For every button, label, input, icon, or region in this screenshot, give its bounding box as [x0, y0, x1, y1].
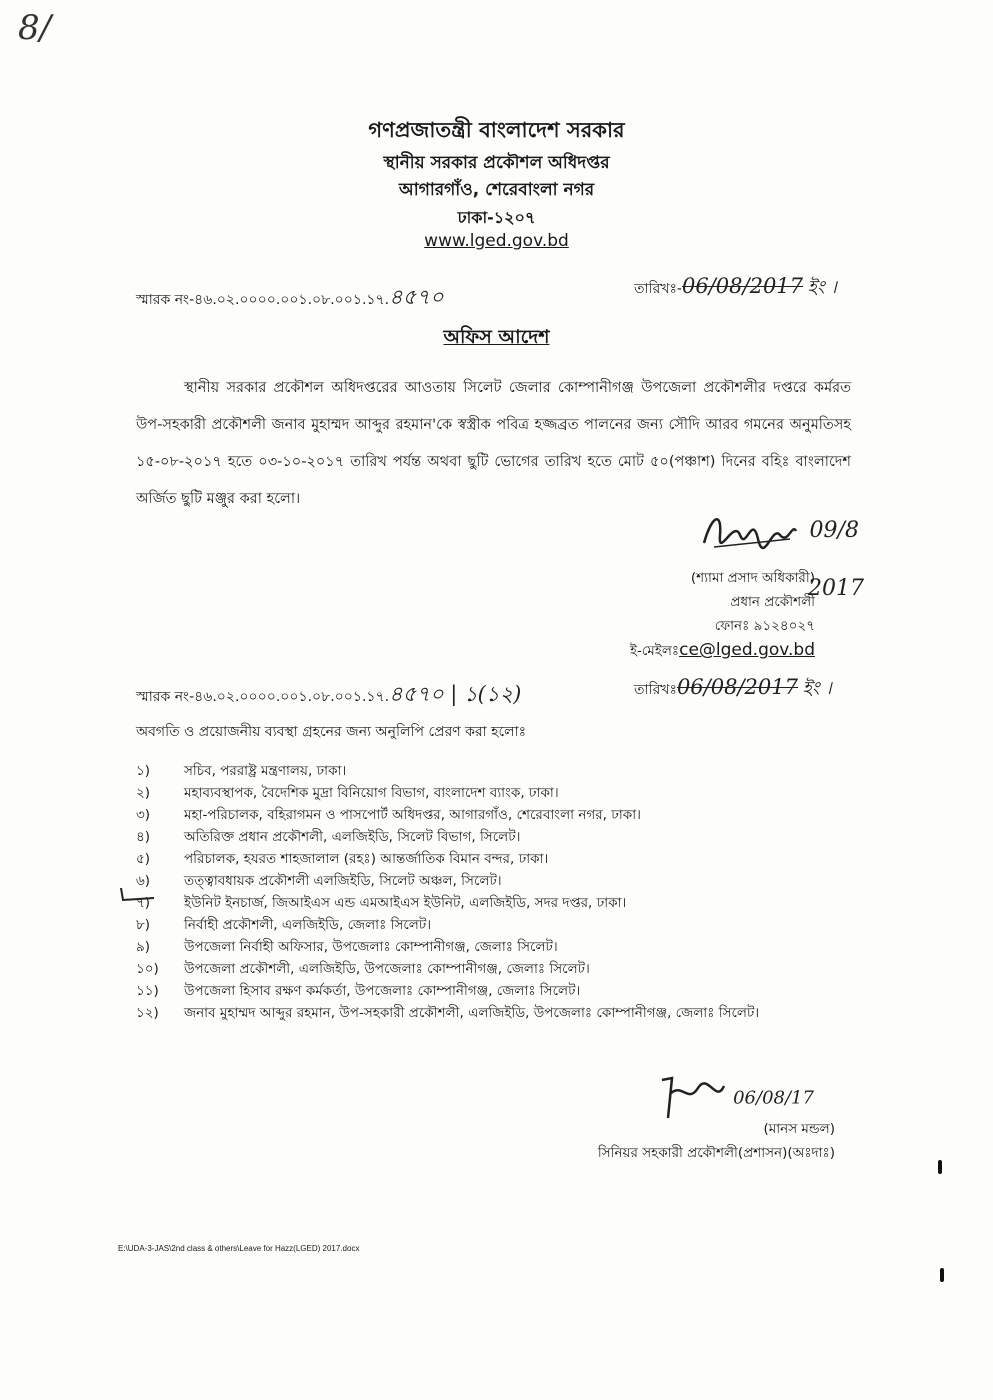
signatory-block-2 — [520, 1117, 835, 1165]
date-label: তারিখঃ — [634, 682, 677, 698]
signatory-designation: প্রধান প্রকৌশলী — [730, 594, 815, 610]
list-item-number: ১২) — [136, 1005, 159, 1021]
handwritten-tick-icon — [118, 886, 158, 904]
signatory-phone: ফোনঃ ৯১২৪০২৭ — [714, 618, 815, 634]
memo-number-row-2 — [136, 678, 521, 713]
address-line: আগারগাঁও, শেরেবাংলা নগর — [398, 180, 595, 200]
memo-number-label: স্মারক নং-৪৬.০২.০০০০.০০১.০৮.০০১.১৭. — [136, 292, 390, 308]
date-suffix: ইং । — [802, 678, 832, 699]
list-item-text: তত্ত্বাবধায়ক প্রকৌশলী এলজিইডি, সিলেট অঞ্চল, সিলেট। — [184, 873, 502, 889]
list-item-text: উপজেলা হিসাব রক্ষণ কর্মকর্তা, উপজেলাঃ কোম্পানীগঞ্জ, জেলাঃ সিলেট। — [184, 983, 581, 999]
list-item-text: উপজেলা প্রকৌশলী, এলজিইডি, উপজেলাঃ কোম্পানীগঞ্জ, জেলাঃ সিলেট। — [184, 961, 590, 977]
handwritten-date: 06/08/2017 — [676, 675, 798, 699]
signatory-name: (মানস মন্ডল) — [763, 1121, 835, 1137]
list-item — [136, 826, 856, 848]
signature-chief-engineer — [700, 505, 859, 553]
date-row-2 — [634, 674, 832, 705]
list-item — [136, 848, 856, 870]
email-label: ই-মেইলঃ — [629, 643, 680, 659]
list-item-text: ইউনিট ইনচার্জ, জিআইএস এন্ড এমআইএস ইউনিট, এলজিইডি, সদর দপ্তর, ঢাকা। — [184, 895, 627, 911]
signatory-designation: সিনিয়র সহকারী প্রকৌশলী(প্রশাসন)(অঃদাঃ) — [597, 1145, 835, 1161]
memo-number-row-1 — [136, 281, 444, 316]
list-item-text: নির্বাহী প্রকৌশলী, এলজিইডি, জেলাঃ সিলেট। — [184, 917, 432, 933]
city-line: ঢাকা-১২০৭ — [457, 208, 536, 227]
signatory-email-row — [560, 638, 815, 663]
list-item — [136, 782, 856, 804]
list-item-number: ৯) — [136, 939, 151, 955]
email-link[interactable]: ce@lged.gov.bd — [679, 640, 815, 660]
copy-distribution-intro: অবগতি ও প্রয়োজনীয় ব্যবস্থা গ্রহনের জন্য অনুলিপি প্রেরণ করা হলোঃ — [136, 724, 527, 740]
list-item-text: অতিরিক্ত প্রধান প্রকৌশলী, এলজিইডি, সিলেট বিভাগ, সিলেট। — [184, 829, 521, 845]
list-item-text: সচিব, পররাষ্ট্র মন্ত্রণালয়, ঢাকা। — [184, 763, 347, 779]
list-item — [136, 936, 856, 958]
signature-date: 06/08/17 — [733, 1087, 814, 1109]
handwritten-memo-number: ৪৫৭০ — [389, 285, 444, 309]
handwritten-date: 06/08/2017 — [681, 274, 804, 298]
handwritten-memo-number: ৪৫৭০ | ১(১২) — [389, 682, 522, 706]
list-item-number: ৩) — [136, 807, 151, 823]
memo-number-label: স্মারক নং-৪৬.০২.০০০০.০০১.০৮.০০১.১৭. — [136, 689, 390, 705]
signature-year: 2017 — [808, 576, 864, 601]
date-label: তারিখঃ- — [634, 281, 682, 297]
handwritten-page-mark: 8/ — [18, 8, 52, 48]
list-item — [136, 958, 856, 980]
list-item-number: ১) — [136, 763, 151, 779]
list-item-text: জনাব মুহাম্মদ আব্দুর রহমান, উপ-সহকারী প্রকৌশলী, এলজিইডি, উপজেলাঃ কোম্পানীগঞ্জ, জেলাঃ সিলেট। — [184, 1005, 760, 1021]
office-order-title: অফিস আদেশ — [443, 326, 550, 348]
government-title: গণপ্রজাতন্ত্রী বাংলাদেশ সরকার — [368, 118, 625, 142]
list-item — [136, 1002, 856, 1024]
list-item — [136, 870, 856, 892]
signature-scribble-icon — [700, 505, 800, 553]
signatory-name: (শ্যামা প্রসাদ অধিকারী) — [690, 570, 815, 586]
list-item — [136, 914, 856, 936]
list-item-number: ১১) — [136, 983, 159, 999]
signatory-block-1 — [560, 566, 815, 663]
list-item-text: পরিচালক, হযরত শাহজালাল (রহঃ) আন্তর্জাতিক বিমান বন্দর, ঢাকা। — [184, 851, 549, 867]
website-link[interactable]: www.lged.gov.bd — [424, 231, 569, 251]
scan-mark — [940, 1268, 944, 1282]
signature-date: 09/8 — [809, 518, 859, 543]
list-item-text: মহাব্যবস্থাপক, বৈদেশিক মুদ্রা বিনিয়োগ বিভাগ, বাংলাদেশ ব্যাংক, ঢাকা। — [184, 785, 559, 801]
list-item — [136, 892, 856, 914]
copy-distribution-list — [136, 760, 856, 1024]
list-item-text: উপজেলা নির্বাহী অফিসার, উপজেলাঃ কোম্পানীগঞ্জ, জেলাঃ সিলেট। — [184, 939, 558, 955]
date-suffix: ইং । — [807, 277, 837, 298]
department-title: স্থানীয় সরকার প্রকৌশল অধিদপ্তর — [383, 153, 610, 173]
date-row-1 — [634, 273, 837, 304]
list-item-number: ২) — [136, 785, 151, 801]
list-item-number: ৪) — [136, 829, 151, 845]
list-item — [136, 980, 856, 1002]
list-item-number: ১০) — [136, 961, 159, 977]
list-item-number: ৫) — [136, 851, 151, 867]
scan-mark — [938, 1160, 942, 1174]
list-item — [136, 804, 856, 826]
list-item-number: ৬) — [136, 873, 151, 889]
list-item-number: ৭) — [136, 895, 151, 911]
order-body-paragraph: স্থানীয় সরকার প্রকৌশল অধিদপ্তরের আওতায় সিলেট জেলার কোম্পানীগঞ্জ উপজেলা প্রকৌশলীর দপ্তরে কর্মরত উপ-সহকারী প্রকৌশলী জনাব মুহাম্মদ আব্দুর রহমান'কে স্বস্ত্রীক পবিত্র হজ্জব্রত পালনের জন্য সৌদি আরব গমনের অনুমতিসহ ১৫-০৮-২০১৭ হতে ০৩-১০-২০১৭ তারিখ পর্যন্ত অথবা ছুটি ভোগের তারিখ হতে মোট ৫০(পঞ্চাশ) দিনের বহিঃ বাংলাদেশ অর্জিত ছুটি মঞ্জুর করা হলো। — [136, 380, 851, 507]
list-item — [136, 760, 856, 782]
list-item-text: মহা-পরিচালক, বহিরাগমন ও পাসপোর্ট অধিদপ্তর, আগারগাঁও, শেরেবাংলা নগর, ঢাকা। — [184, 807, 641, 823]
file-path-footer: E:\UDA-3-JAS\2nd class & others\Leave for Hazz(LGED) 2017.docx — [118, 1244, 360, 1253]
list-item-number: ৮) — [136, 917, 151, 933]
